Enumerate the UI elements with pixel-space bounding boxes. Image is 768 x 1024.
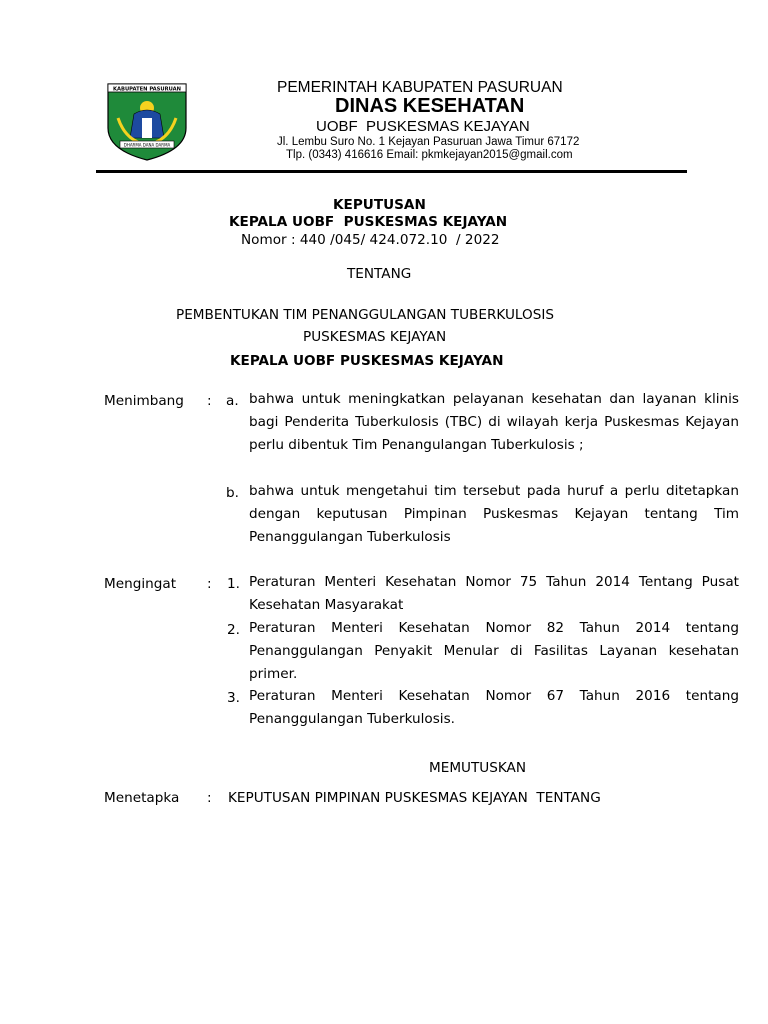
menimbang-item-a: bahwa untuk meningkatkan pelayanan kesehatan dan layanan klinis bagi Penderita Tuberkulosis (TBC) di wilayah kerja Puskesmas Kejayan perlu dibentuk Tim Penangulangan Tuberkulosis ; <box>249 391 739 453</box>
mengingat-marker-1: 1. <box>227 576 240 592</box>
mengingat-marker-3: 3. <box>227 690 240 706</box>
issuer: KEPALA UOBF PUSKESMAS KEJAYAN <box>229 214 508 230</box>
mengingat-item-3: Peraturan Menteri Kesehatan Nomor 67 Tahun 2016 tentang Penanggulangan Tuberkulosis. <box>249 688 739 727</box>
menetapkan-label: Menetapka <box>104 790 180 806</box>
menetapkan-colon: : <box>207 790 212 806</box>
letterhead-divider <box>96 170 687 173</box>
menimbang-marker-a: a. <box>226 393 239 409</box>
doc-type: KEPUTUSAN <box>333 197 426 213</box>
menetapkan-text: KEPUTUSAN PIMPINAN PUSKESMAS KEJAYAN TENTANG <box>228 790 601 806</box>
authority-heading: KEPALA UOBF PUSKESMAS KEJAYAN <box>230 353 504 369</box>
menimbang-marker-b: b. <box>226 485 239 501</box>
agency-name: DINAS KESEHATAN <box>335 95 525 117</box>
mengingat-label: Mengingat <box>104 576 177 592</box>
doc-number: Nomor : 440 /045/ 424.072.10 / 2022 <box>241 232 500 248</box>
contact-info: Tlp. (0343) 416616 Email: pkmkejayan2015@gmail.com <box>286 149 573 161</box>
mengingat-item-1: Peraturan Menteri Kesehatan Nomor 75 Tahun 2014 Tentang Pusat Kesehatan Masyarakat <box>249 574 739 613</box>
mengingat-item-2: Peraturan Menteri Kesehatan Nomor 82 Tahun 2014 tentang Penanggulangan Penyakit Menular di Fasilitas Layanan kesehatan primer. <box>249 620 739 682</box>
government-name: PEMERINTAH KABUPATEN PASURUAN <box>277 79 563 96</box>
memutuskan-heading: MEMUTUSKAN <box>429 760 527 776</box>
menimbang-label: Menimbang <box>104 393 184 409</box>
mengingat-marker-2: 2. <box>227 622 240 638</box>
mengingat-colon: : <box>207 576 212 592</box>
logo-text: KABUPATEN PASURUAN <box>112 86 182 93</box>
menimbang-colon: : <box>207 393 212 409</box>
unit-name: UOBF PUSKESMAS KEJAYAN <box>316 118 530 135</box>
menimbang-item-b: bahwa untuk mengetahui tim tersebut pada huruf a perlu ditetapkan dengan keputusan Pimpinan Puskesmas Kejayan tentang Tim Penanggulangan Tuberkulosis <box>249 483 739 545</box>
kabupaten-pasuruan-logo <box>104 78 190 162</box>
subject-line-1: PEMBENTUKAN TIM PENANGGULANGAN TUBERKULOSIS <box>176 307 554 323</box>
subject-line-2: PUSKESMAS KEJAYAN <box>303 329 447 345</box>
tentang-heading: TENTANG <box>347 266 412 282</box>
address: Jl. Lembu Suro No. 1 Kejayan Pasuruan Jawa Timur 67172 <box>277 136 580 148</box>
logo-motto: DHARMA DANA DARMA <box>123 142 171 148</box>
